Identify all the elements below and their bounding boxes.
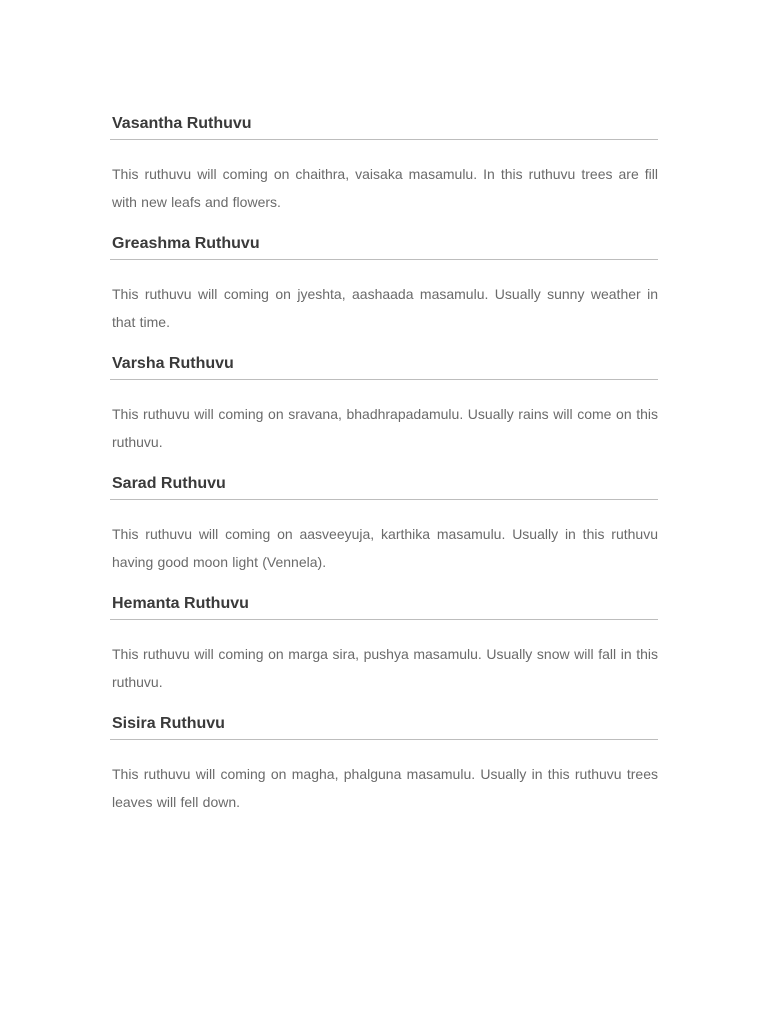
- section-paragraph: This ruthuvu will coming on chaithra, vaisaka masamulu. In this ruthuvu trees are fill with new leafs and flowers.: [112, 166, 658, 210]
- section-vasantha: [110, 113, 658, 233]
- section-heading: Varsha Ruthuvu: [110, 353, 658, 380]
- section-paragraph: This ruthuvu will coming on magha, phalguna masamulu. Usually in this ruthuvu trees leaves will fell down.: [112, 766, 658, 810]
- section-hemanta: [110, 593, 658, 713]
- section-heading: Vasantha Ruthuvu: [110, 113, 658, 140]
- section-heading: Sisira Ruthuvu: [110, 713, 658, 740]
- section-heading: Greashma Ruthuvu: [110, 233, 658, 260]
- section-paragraph: This ruthuvu will coming on marga sira, pushya masamulu. Usually snow will fall in this ruthuvu.: [112, 646, 658, 690]
- section-sarad: [110, 473, 658, 593]
- section-paragraph: This ruthuvu will coming on jyeshta, aashaada masamulu. Usually sunny weather in that time.: [112, 286, 658, 330]
- document-page: [110, 113, 658, 833]
- section-heading: Sarad Ruthuvu: [110, 473, 658, 500]
- section-varsha: [110, 353, 658, 473]
- section-heading: Hemanta Ruthuvu: [110, 593, 658, 620]
- section-paragraph: This ruthuvu will coming on aasveeyuja, karthika masamulu. Usually in this ruthuvu having good moon light (Vennela).: [112, 526, 658, 570]
- section-paragraph: This ruthuvu will coming on sravana, bhadhrapadamulu. Usually rains will come on this ruthuvu.: [112, 406, 658, 450]
- section-greashma: [110, 233, 658, 353]
- section-sisira: [110, 713, 658, 833]
